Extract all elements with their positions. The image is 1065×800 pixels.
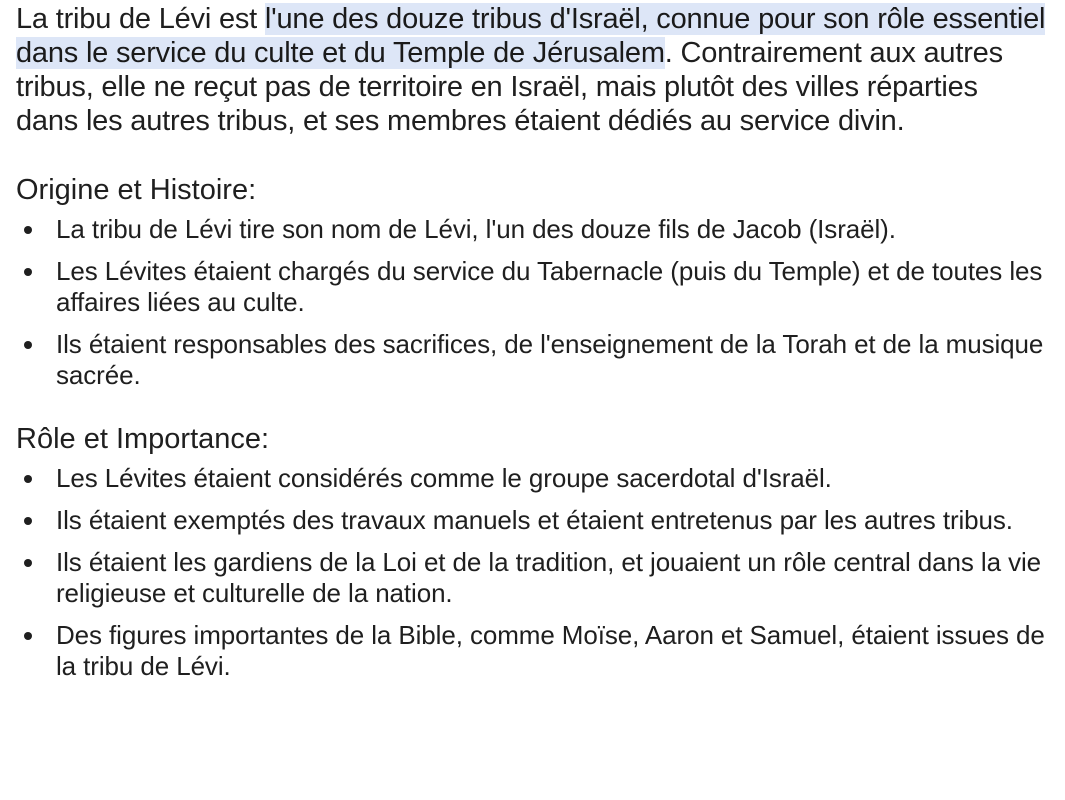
list-item xyxy=(16,547,1047,609)
list-item-text: La tribu de Lévi tire son nom de Lévi, l'un des douze fils de Jacob (Israël). xyxy=(56,214,896,244)
section-heading-origine: Origine et Histoire: xyxy=(16,174,257,206)
list-item xyxy=(16,256,1047,318)
bullet-dot-icon xyxy=(24,632,32,640)
list-item-text: Ils étaient les gardiens de la Loi et de la tradition, et jouaient un rôle central dans la vie religieuse et culturelle de la nation. xyxy=(56,547,1041,608)
list-item-text: Ils étaient responsables des sacrifices, de l'enseignement de la Torah et de la musique sacrée. xyxy=(56,329,1044,390)
intro-highlighted-selection[interactable]: l'une des douze tribus d'Israël, connue pour son rôle essentiel dans le service du culte et du Temple de Jérusalem xyxy=(16,3,1046,69)
list-item xyxy=(16,463,1047,494)
intro-paragraph xyxy=(16,2,1047,138)
list-item-text: Les Lévites étaient chargés du service du Tabernacle (puis du Temple) et de toutes les affaires liées au culte. xyxy=(56,256,1043,317)
bullet-dot-icon xyxy=(24,226,32,234)
list-item-text: Les Lévites étaient considérés comme le groupe sacerdotal d'Israël. xyxy=(56,463,832,493)
intro-text-start: La tribu de Lévi est xyxy=(16,3,265,35)
list-item xyxy=(16,620,1047,682)
list-item xyxy=(16,329,1047,391)
bullet-dot-icon xyxy=(24,268,32,276)
list-item xyxy=(16,214,1047,245)
bullet-list-role xyxy=(16,463,1047,682)
list-item xyxy=(16,505,1047,536)
section-heading-role: Rôle et Importance: xyxy=(16,423,270,455)
bullet-dot-icon xyxy=(24,517,32,525)
bullet-dot-icon xyxy=(24,475,32,483)
bullet-dot-icon xyxy=(24,559,32,567)
intro-text-rest: . Contrairement aux autres tribus, elle ne reçut pas de territoire en Israël, mais plutôt des villes réparties dans les autres tribus, et ses membres étaient dédiés au service divin. xyxy=(16,37,1003,137)
bullet-list-origine xyxy=(16,214,1047,391)
list-item-text: Ils étaient exemptés des travaux manuels et étaient entretenus par les autres tribus. xyxy=(56,505,1013,535)
list-item-text: Des figures importantes de la Bible, comme Moïse, Aaron et Samuel, étaient issues de la tribu de Lévi. xyxy=(56,620,1045,681)
bullet-dot-icon xyxy=(24,341,32,349)
